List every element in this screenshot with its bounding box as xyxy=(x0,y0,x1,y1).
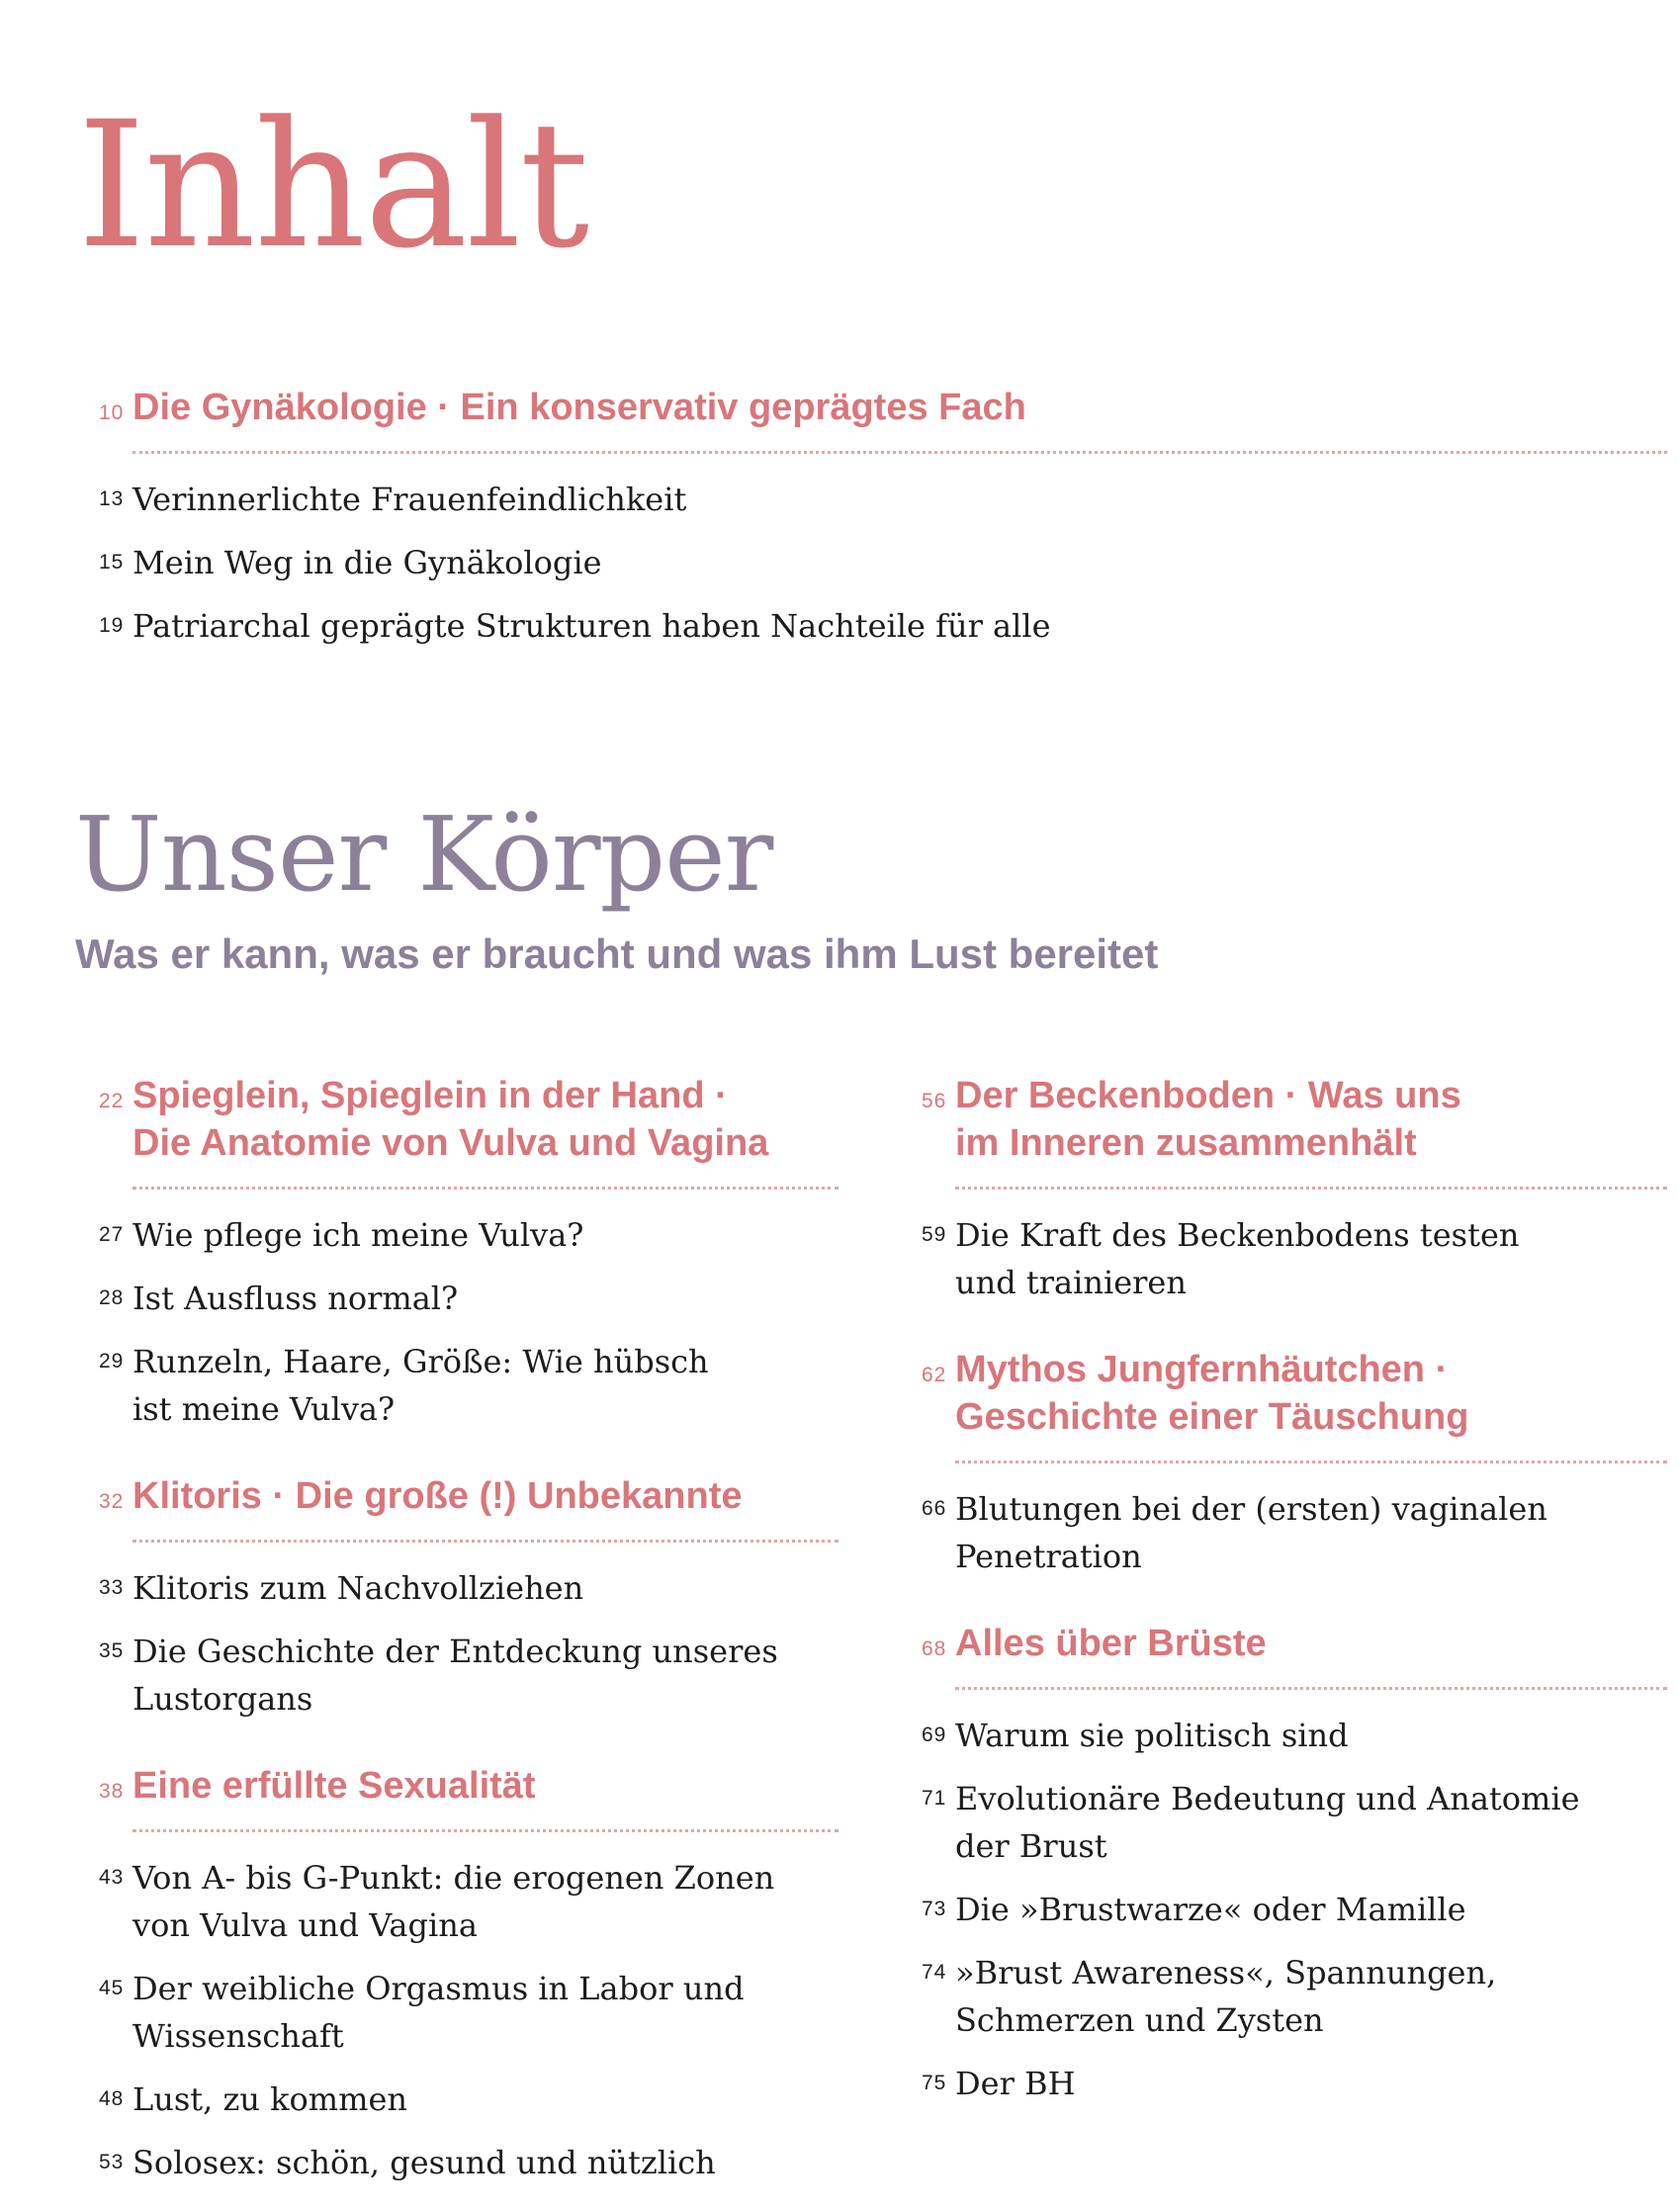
entry-title-line: Evolutionäre Bedeutung und Anatomie xyxy=(955,1780,1580,1817)
entry-title-line: Der weibliche Orgasmus in Labor und xyxy=(132,1970,745,2007)
entry-title-line: von Vulva und Vagina xyxy=(132,1906,478,1944)
entry-title: Patriarchal geprägte Strukturen haben Nachteile für alle xyxy=(132,607,1051,645)
chapter-page-number: 10 xyxy=(99,401,125,424)
toc-entry[interactable] xyxy=(900,1949,1667,2044)
entry-page-number: 15 xyxy=(99,551,125,574)
entry-page-number: 75 xyxy=(922,2072,947,2094)
toc-entry[interactable] xyxy=(77,539,1667,586)
entry-page-number: 29 xyxy=(99,1350,125,1372)
chapter-heading[interactable] xyxy=(77,384,1667,431)
chapter-page-number: 38 xyxy=(99,1780,125,1803)
chapter-heading[interactable] xyxy=(77,1072,839,1167)
toc-entry[interactable] xyxy=(77,1211,839,1259)
chapter-heading[interactable] xyxy=(77,1762,839,1810)
toc-entry[interactable] xyxy=(77,2076,839,2123)
toc-entry[interactable] xyxy=(900,1886,1667,1933)
toc-intro xyxy=(77,384,1667,665)
entry-title-line: und trainieren xyxy=(955,1264,1187,1301)
entry-page-number: 35 xyxy=(99,1639,125,1662)
entry-page-number: 27 xyxy=(99,1223,125,1246)
part-subtitle: Was er kann, was er braucht und was ihm Lust bereitet xyxy=(75,930,1159,977)
entry-page-number: 53 xyxy=(99,2151,125,2173)
dotted-divider xyxy=(132,1829,839,1832)
entry-title-line: »Brust Awareness«, Spannungen, xyxy=(955,1954,1497,1991)
toc-entry[interactable] xyxy=(77,1275,839,1322)
entry-title-line: Solosex: schön, gesund und nützlich xyxy=(132,2144,716,2181)
chapter-title-line: Geschichte einer Täuschung xyxy=(955,1396,1469,1438)
entry-title-line: Von A- bis G-Punkt: die erogenen Zonen xyxy=(132,1859,775,1897)
chapter-title-line: Mythos Jungfernhäutchen · xyxy=(955,1349,1449,1390)
entry-title-line: Klitoris zum Nachvollziehen xyxy=(132,1569,584,1607)
entry-title-line: Penetration xyxy=(955,1538,1142,1575)
toc-entry[interactable] xyxy=(900,1712,1667,1759)
dotted-divider xyxy=(955,1187,1667,1190)
toc-entry[interactable] xyxy=(77,476,1667,523)
chapter-title-line: Die Anatomie von Vulva und Vagina xyxy=(132,1122,769,1164)
toc-entry[interactable] xyxy=(77,1628,839,1723)
chapter-heading[interactable] xyxy=(900,1346,1667,1441)
chapter-title-line: im Inneren zusammenhält xyxy=(955,1122,1417,1164)
part-title: Unser Körper xyxy=(75,794,773,915)
entry-page-number: 43 xyxy=(99,1866,125,1889)
entry-page-number: 71 xyxy=(922,1787,947,1810)
page-title: Inhalt xyxy=(77,84,588,287)
chapter-title-line: Klitoris · Die große (!) Unbekannte xyxy=(132,1475,743,1517)
chapter-page-number: 68 xyxy=(922,1637,947,1660)
chapter-heading[interactable] xyxy=(900,1620,1667,1667)
dotted-divider xyxy=(955,1687,1667,1690)
chapter-title-line: Eine erfüllte Sexualität xyxy=(132,1765,536,1807)
toc-entry[interactable] xyxy=(77,2139,839,2186)
entry-title-line: Die Kraft des Beckenbodens testen xyxy=(955,1216,1520,1254)
entry-title-line: Blutungen bei der (ersten) vaginalen xyxy=(955,1490,1547,1528)
toc-entry[interactable] xyxy=(900,1775,1667,1870)
chapter-title-line: Alles über Brüste xyxy=(955,1623,1267,1664)
toc-entry[interactable] xyxy=(900,2060,1667,2107)
entry-title-line: Runzeln, Haare, Größe: Wie hübsch xyxy=(132,1343,709,1380)
entry-title-line: Schmerzen und Zysten xyxy=(955,2001,1324,2039)
entry-page-number: 74 xyxy=(922,1961,947,1984)
entry-title-line: Ist Ausfluss normal? xyxy=(132,1280,459,1317)
entry-page-number: 59 xyxy=(922,1223,947,1246)
chapter-page-number: 56 xyxy=(922,1090,947,1112)
entry-page-number: 13 xyxy=(99,487,125,510)
dotted-divider xyxy=(955,1460,1667,1463)
entry-title-line: Lust, zu kommen xyxy=(132,2080,408,2118)
entry-page-number: 33 xyxy=(99,1576,125,1599)
dotted-divider xyxy=(132,451,1667,454)
toc-entry[interactable] xyxy=(77,602,1667,650)
entry-page-number: 28 xyxy=(99,1286,125,1309)
toc-entry[interactable] xyxy=(77,1854,839,1949)
chapter-title-line: Spieglein, Spieglein in der Hand · xyxy=(132,1075,728,1116)
entry-page-number: 66 xyxy=(922,1497,947,1520)
chapter-title-line: Der Beckenboden · Was uns xyxy=(955,1075,1461,1116)
chapter-page-number: 62 xyxy=(922,1364,947,1386)
entry-title-line: der Brust xyxy=(955,1827,1107,1865)
toc-entry[interactable] xyxy=(900,1485,1667,1580)
chapter-heading[interactable] xyxy=(77,1472,839,1520)
toc-right-column xyxy=(900,1072,1667,2123)
entry-title-line: Der BH xyxy=(955,2065,1076,2102)
chapter-title: Die Gynäkologie · Ein konservativ geprägtes Fach xyxy=(132,387,1026,428)
dotted-divider xyxy=(132,1540,839,1543)
entry-title: Mein Weg in die Gynäkologie xyxy=(132,544,602,581)
entry-page-number: 48 xyxy=(99,2087,125,2110)
entry-title-line: Wie pflege ich meine Vulva? xyxy=(132,1216,584,1254)
entry-page-number: 69 xyxy=(922,1724,947,1746)
entry-title-line: ist meine Vulva? xyxy=(132,1390,396,1428)
toc-entry[interactable] xyxy=(77,1965,839,2060)
entry-title-line: Die »Brustwarze« oder Mamille xyxy=(955,1891,1466,1928)
entry-title-line: Lustorgans xyxy=(132,1680,313,1718)
dotted-divider xyxy=(132,1187,839,1190)
entry-title-line: Wissenschaft xyxy=(132,2017,344,2055)
chapter-page-number: 32 xyxy=(99,1490,125,1513)
toc-entry[interactable] xyxy=(77,1564,839,1612)
entry-page-number: 19 xyxy=(99,614,125,637)
entry-title-line: Warum sie politisch sind xyxy=(955,1717,1349,1754)
entry-title-line: Die Geschichte der Entdeckung unseres xyxy=(132,1633,778,1670)
entry-title: Verinnerlichte Frauenfeindlichkeit xyxy=(132,481,687,518)
toc-entry[interactable] xyxy=(77,1338,839,1433)
entry-page-number: 73 xyxy=(922,1898,947,1920)
toc-entry[interactable] xyxy=(900,1211,1667,1306)
chapter-heading[interactable] xyxy=(900,1072,1667,1167)
chapter-page-number: 22 xyxy=(99,1090,125,1112)
toc-left-column xyxy=(77,1072,839,2202)
entry-page-number: 45 xyxy=(99,1977,125,1999)
